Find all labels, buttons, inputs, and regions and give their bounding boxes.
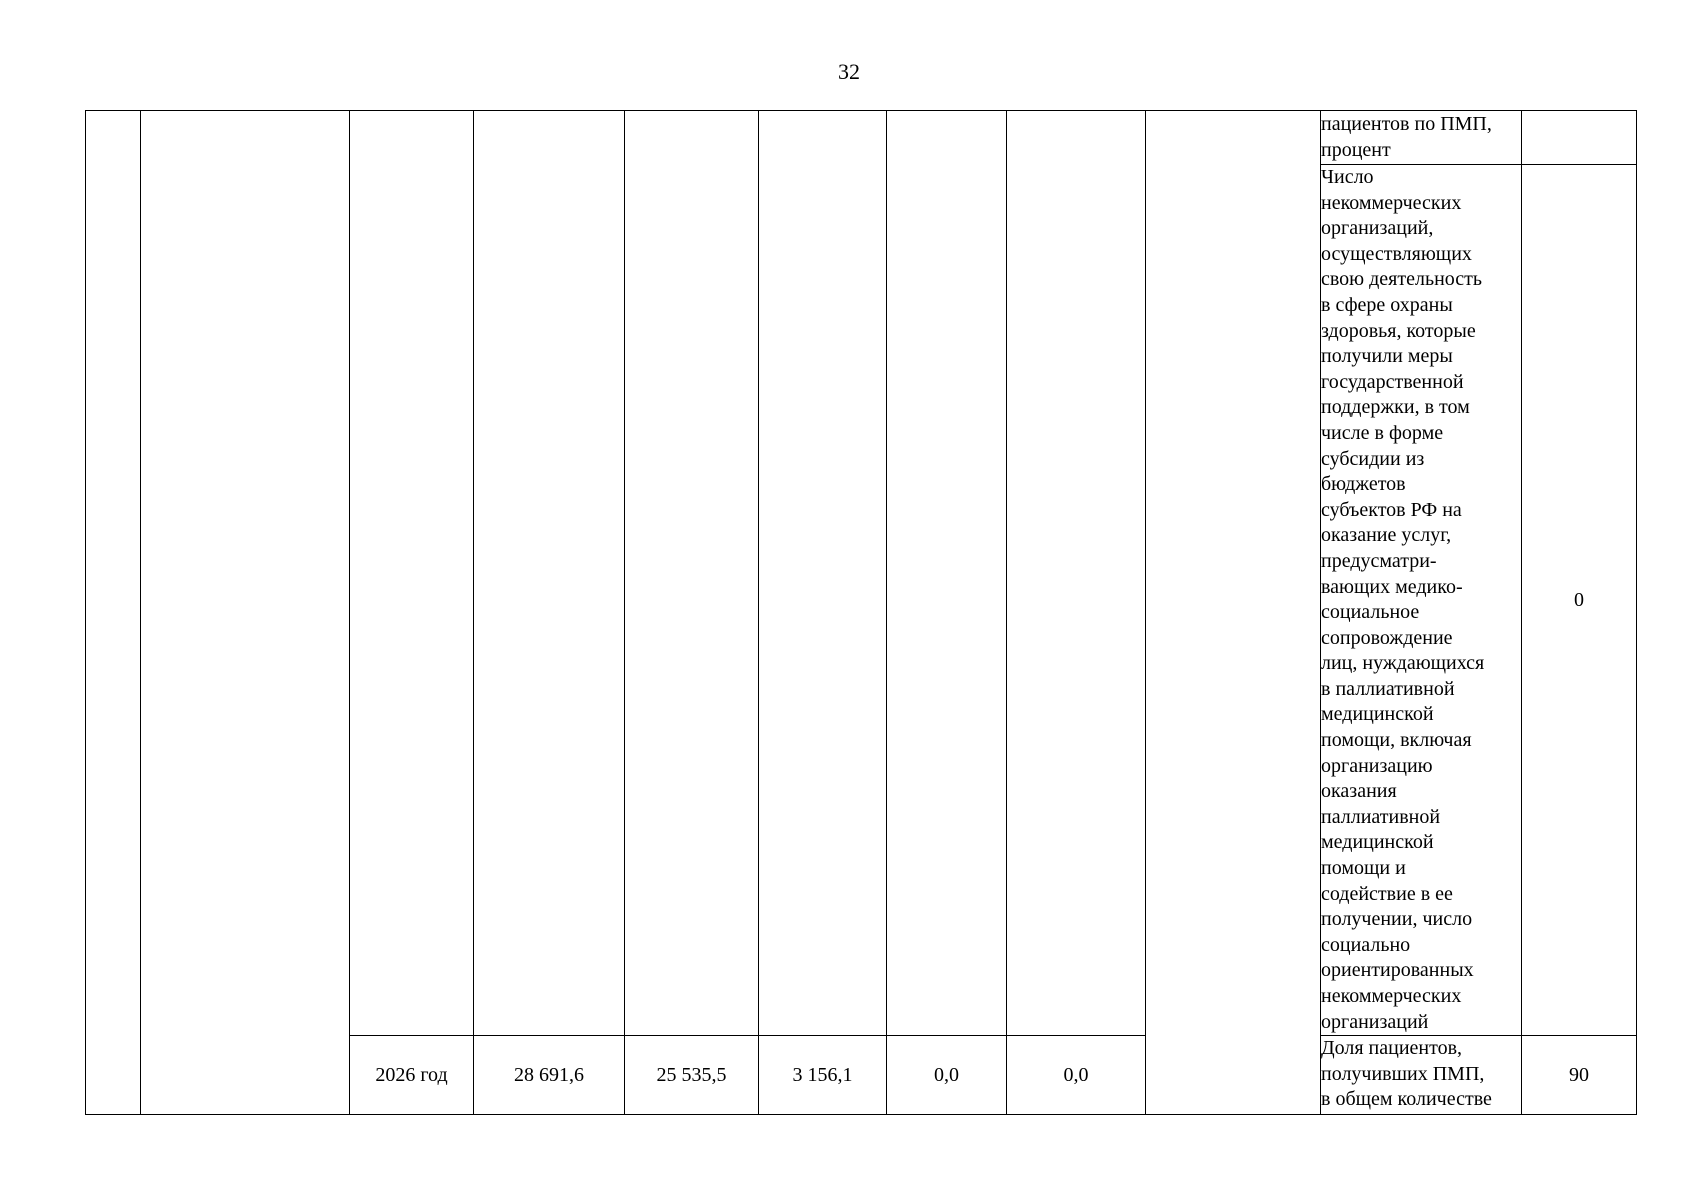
other-sources-cell	[1007, 111, 1146, 1036]
table-row	[86, 111, 1637, 165]
indicator-value: 90	[1522, 1036, 1637, 1115]
indicator-value	[1522, 111, 1637, 165]
total-cell: 28 691,6	[474, 1036, 625, 1115]
regional-budget-cell: 3 156,1	[759, 1036, 887, 1115]
total-cell	[474, 111, 625, 1036]
year-cell	[350, 111, 474, 1036]
indicator-name: Число некоммерческих организаций, осуществляющих свою деятельность в сфере охраны здоровья, которые получили меры государственной поддержки, в том числе в форме субсидии из бюджетов субъектов РФ на оказание услуг, предусматри- вающих медико- социальное сопровождение лиц, нуждающихся в паллиативной медицинской помощи, включая организацию оказания паллиативной медицинской помощи и содействие в ее получении, число социально ориентированных некоммерческих организаций	[1321, 165, 1522, 1036]
indicator-name: Доля пациентов, получивших ПМП, в общем количестве	[1321, 1036, 1522, 1115]
regional-budget-cell	[759, 111, 887, 1036]
responsible-executor-cell	[1146, 111, 1321, 1115]
event-name-cell	[141, 111, 350, 1115]
page-number: 32	[838, 59, 860, 84]
budget-table	[85, 110, 1637, 1115]
local-budget-cell: 0,0	[887, 1036, 1007, 1115]
year-cell: 2026 год	[350, 1036, 474, 1115]
federal-budget-cell	[625, 111, 759, 1036]
indicator-name: пациентов по ПМП, процент	[1321, 111, 1522, 165]
local-budget-cell	[887, 111, 1007, 1036]
federal-budget-cell: 25 535,5	[625, 1036, 759, 1115]
other-sources-cell: 0,0	[1007, 1036, 1146, 1115]
indicator-value: 0	[1522, 165, 1637, 1036]
row-number-cell	[86, 111, 141, 1115]
